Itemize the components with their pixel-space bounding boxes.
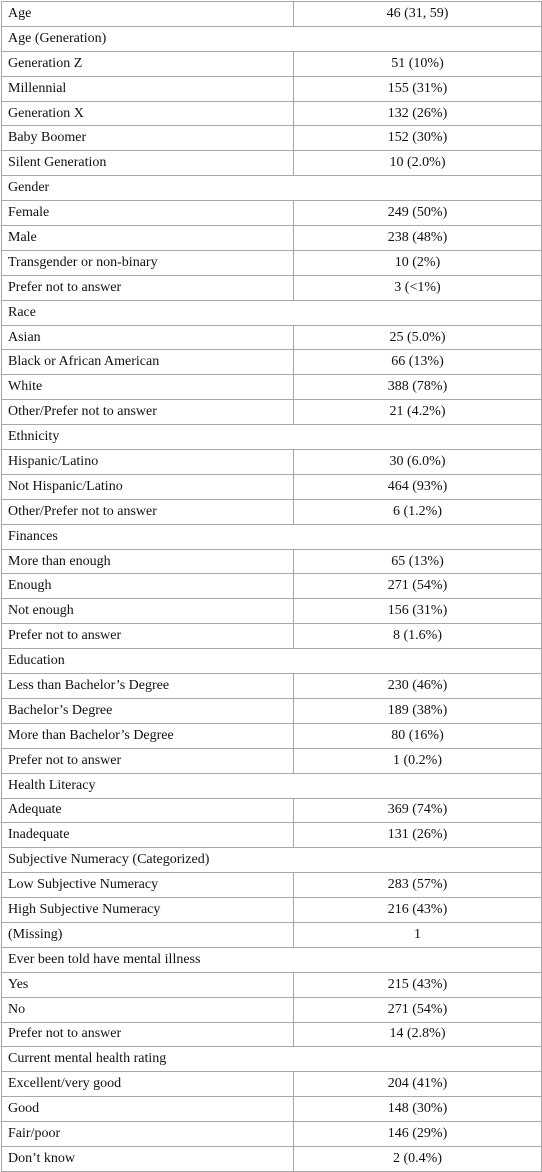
table-row: [2, 922, 542, 947]
row-value: 132 (26%): [294, 101, 542, 126]
row-value: 21 (4.2%): [294, 400, 542, 425]
row-label: Bachelor’s Degree: [2, 698, 294, 723]
table-row: [2, 101, 542, 126]
row-label: Don’t know: [2, 1146, 294, 1171]
section-header-row: [2, 425, 542, 450]
row-value: 204 (41%): [294, 1072, 542, 1097]
section-header-label: Education: [2, 649, 542, 674]
table-row: [2, 76, 542, 101]
row-label: Enough: [2, 574, 294, 599]
row-value: 283 (57%): [294, 873, 542, 898]
table-row: [2, 151, 542, 176]
row-value: 155 (31%): [294, 76, 542, 101]
table-row: [2, 375, 542, 400]
row-value: 10 (2.0%): [294, 151, 542, 176]
table-row: [2, 972, 542, 997]
table-row: [2, 350, 542, 375]
section-header-row: [2, 1047, 542, 1072]
row-label: High Subjective Numeracy: [2, 898, 294, 923]
row-value: 131 (26%): [294, 823, 542, 848]
row-value: 148 (30%): [294, 1097, 542, 1122]
row-value: 65 (13%): [294, 549, 542, 574]
row-value: 14 (2.8%): [294, 1022, 542, 1047]
row-label: Prefer not to answer: [2, 275, 294, 300]
row-value: 369 (74%): [294, 798, 542, 823]
row-label: Excellent/very good: [2, 1072, 294, 1097]
table-row: [2, 250, 542, 275]
section-header-label: Race: [2, 300, 542, 325]
table-row: [2, 898, 542, 923]
table-row: [2, 275, 542, 300]
row-label: Less than Bachelor’s Degree: [2, 674, 294, 699]
row-value: 156 (31%): [294, 599, 542, 624]
row-label: Good: [2, 1097, 294, 1122]
row-label: Fair/poor: [2, 1122, 294, 1147]
table-row: [2, 798, 542, 823]
table-row: [2, 474, 542, 499]
row-value: 152 (30%): [294, 126, 542, 151]
table-row: [2, 1072, 542, 1097]
table-row: [2, 1022, 542, 1047]
row-value: 464 (93%): [294, 474, 542, 499]
row-label: Prefer not to answer: [2, 624, 294, 649]
row-label: (Missing): [2, 922, 294, 947]
row-label: Transgender or non-binary: [2, 250, 294, 275]
row-value: 8 (1.6%): [294, 624, 542, 649]
table-row: [2, 226, 542, 251]
section-header-label: Finances: [2, 524, 542, 549]
row-label: Yes: [2, 972, 294, 997]
row-label: Age: [2, 2, 294, 27]
row-label: Not enough: [2, 599, 294, 624]
row-label: Adequate: [2, 798, 294, 823]
row-value: 230 (46%): [294, 674, 542, 699]
row-label: Prefer not to answer: [2, 1022, 294, 1047]
row-label: More than enough: [2, 549, 294, 574]
row-label: Silent Generation: [2, 151, 294, 176]
row-label: Other/Prefer not to answer: [2, 499, 294, 524]
table-row: [2, 1122, 542, 1147]
section-header-label: Current mental health rating: [2, 1047, 542, 1072]
demographics-table: [1, 1, 542, 1172]
table-row: [2, 674, 542, 699]
table-row: [2, 450, 542, 475]
row-label: Baby Boomer: [2, 126, 294, 151]
table-row: [2, 400, 542, 425]
row-label: No: [2, 997, 294, 1022]
table-row: [2, 574, 542, 599]
row-label: Generation X: [2, 101, 294, 126]
row-value: 66 (13%): [294, 350, 542, 375]
row-value: 80 (16%): [294, 723, 542, 748]
section-header-row: [2, 26, 542, 51]
row-value: 2 (0.4%): [294, 1146, 542, 1171]
row-value: 46 (31, 59): [294, 2, 542, 27]
row-value: 146 (29%): [294, 1122, 542, 1147]
table-row: [2, 723, 542, 748]
row-value: 25 (5.0%): [294, 325, 542, 350]
section-header-row: [2, 773, 542, 798]
table-row: [2, 1146, 542, 1171]
row-label: Prefer not to answer: [2, 748, 294, 773]
row-label: Female: [2, 201, 294, 226]
row-value: 1 (0.2%): [294, 748, 542, 773]
row-value: 30 (6.0%): [294, 450, 542, 475]
table-row: [2, 823, 542, 848]
table-row: [2, 873, 542, 898]
table-row: [2, 624, 542, 649]
row-label: Inadequate: [2, 823, 294, 848]
section-header-label: Subjective Numeracy (Categorized): [2, 848, 542, 873]
row-value: 215 (43%): [294, 972, 542, 997]
table-row: [2, 2, 542, 27]
section-header-label: Ever been told have mental illness: [2, 947, 542, 972]
table-row: [2, 997, 542, 1022]
table-row: [2, 549, 542, 574]
row-label: More than Bachelor’s Degree: [2, 723, 294, 748]
row-value: 51 (10%): [294, 51, 542, 76]
table-body: [2, 2, 542, 1172]
table-row: [2, 325, 542, 350]
row-label: Other/Prefer not to answer: [2, 400, 294, 425]
table-row: [2, 748, 542, 773]
row-label: Not Hispanic/Latino: [2, 474, 294, 499]
row-label: Hispanic/Latino: [2, 450, 294, 475]
section-header-row: [2, 848, 542, 873]
section-header-row: [2, 947, 542, 972]
section-header-label: Health Literacy: [2, 773, 542, 798]
row-value: 271 (54%): [294, 997, 542, 1022]
row-value: 238 (48%): [294, 226, 542, 251]
row-value: 216 (43%): [294, 898, 542, 923]
row-value: 189 (38%): [294, 698, 542, 723]
row-label: Black or African American: [2, 350, 294, 375]
row-label: Male: [2, 226, 294, 251]
row-value: 249 (50%): [294, 201, 542, 226]
row-value: 388 (78%): [294, 375, 542, 400]
row-value: 6 (1.2%): [294, 499, 542, 524]
section-header-row: [2, 300, 542, 325]
table-row: [2, 126, 542, 151]
row-label: Low Subjective Numeracy: [2, 873, 294, 898]
section-header-row: [2, 524, 542, 549]
row-label: Asian: [2, 325, 294, 350]
table-row: [2, 201, 542, 226]
row-value: 10 (2%): [294, 250, 542, 275]
section-header-label: Gender: [2, 176, 542, 201]
row-label: Generation Z: [2, 51, 294, 76]
row-value: 271 (54%): [294, 574, 542, 599]
table-row: [2, 599, 542, 624]
table-row: [2, 499, 542, 524]
row-value: 3 (<1%): [294, 275, 542, 300]
section-header-label: Ethnicity: [2, 425, 542, 450]
row-label: Millennial: [2, 76, 294, 101]
table-row: [2, 1097, 542, 1122]
row-label: White: [2, 375, 294, 400]
section-header-row: [2, 176, 542, 201]
table-row: [2, 51, 542, 76]
section-header-row: [2, 649, 542, 674]
section-header-label: Age (Generation): [2, 26, 542, 51]
row-value: 1: [294, 922, 542, 947]
table-row: [2, 698, 542, 723]
